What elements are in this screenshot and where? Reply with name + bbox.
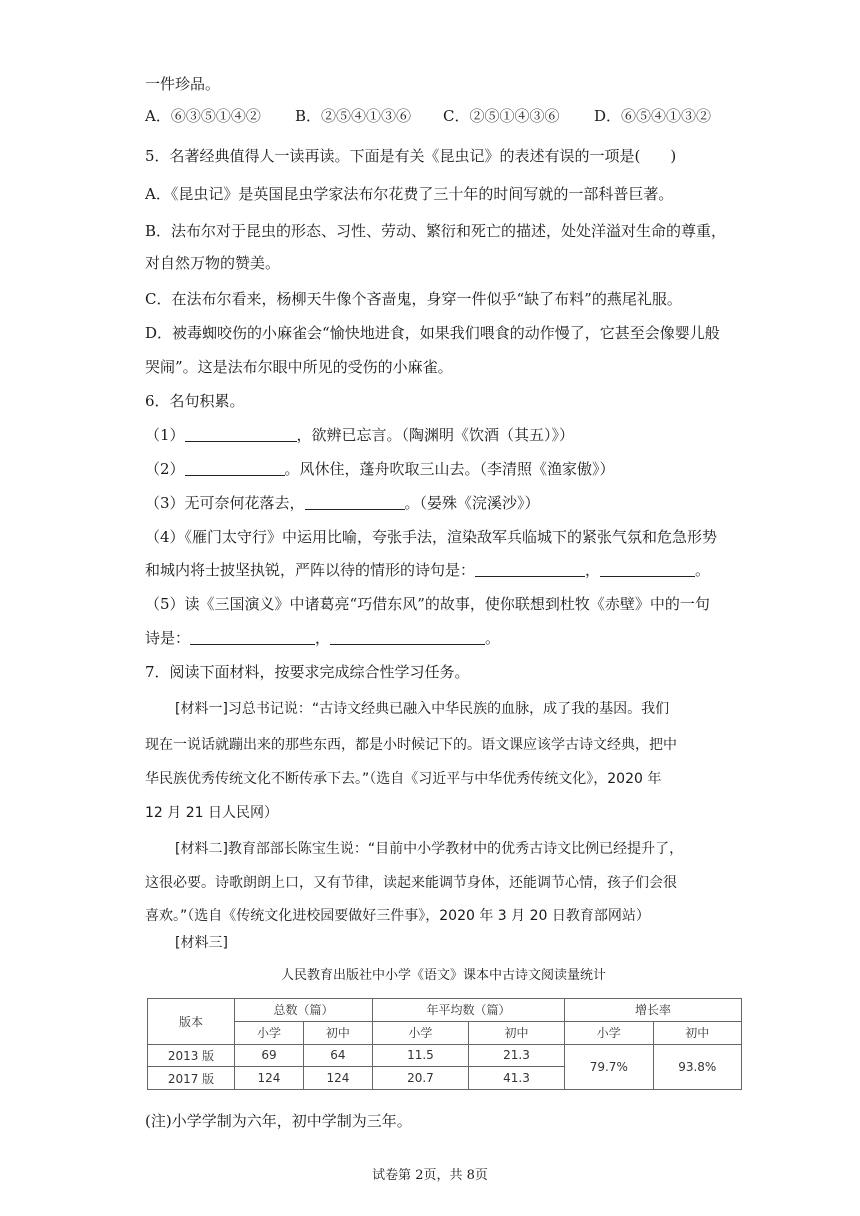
header-version: 版本 [148,999,235,1045]
subheader-cell: 初中 [303,1021,372,1044]
subheader-cell: 小学 [372,1021,468,1044]
table-cell: 124 [303,1067,372,1090]
material-2-line: 这很必要。诗歌朗朗上口，又有节律，读起来能调节身体，还能调节心情，孩子们会很 [145,875,677,891]
question-7: 7．阅读下面材料，按要求完成综合性学习任务。 [145,663,470,681]
q6-item-5-prompt: 诗是： [145,629,191,647]
header-average: 年平均数（篇） [372,999,564,1022]
q5-option-d: D．被毒蜘咬伤的小麻雀会“愉快地进食，如果我们喂食的动作慢了，它甚至会像婴儿般 [145,324,720,342]
table-header-row [148,999,742,1022]
period: 。 [485,629,501,647]
q5-option-b-cont: 对自然万物的赞美。 [145,254,281,272]
table-cell: 2013 版 [148,1044,235,1067]
q6-item-4-cont [145,559,710,581]
q6-item-5: （5）读《三国演义》中诸葛亮“巧借东风”的故事，使你联想到杜牧《赤壁》中的一句 [145,595,710,613]
answer-blank[interactable] [600,560,695,577]
question-5: 5．名著经典值得人一读再读。下面是有关《昆虫记》的表述有误的一项是( ) [145,147,677,165]
comma: ， [315,629,331,647]
table-cell: 69 [235,1044,304,1067]
q6-item-1-label: （1） [145,426,185,444]
table-cell: 41.3 [468,1067,564,1090]
growth-middle: 93.8% [653,1044,742,1090]
subheader-cell: 初中 [468,1021,564,1044]
q6-item-5-cont [145,627,500,649]
q6-item-4: （4）《雁门太守行》中运用比喻，夸张手法，渲染敌军兵临城下的紧张气氛和危急形势 [145,528,718,546]
table-cell: 64 [303,1044,372,1067]
header-growth: 增长率 [565,999,742,1022]
material-2-line: 喜欢。”（选自《传统文化进校园要做好三件事》，2020 年 3 月 20 日教育部网站） [145,908,650,924]
table-cell: 20.7 [372,1067,468,1090]
table-cell: 124 [235,1067,304,1090]
q6-item-1 [145,424,574,446]
answer-options [145,105,745,127]
q5-option-c: C．在法布尔看来，杨柳天牛像个吝啬鬼，身穿一件似乎“缺了布料”的燕尾礼服。 [145,290,682,308]
material-3-label: [材料三] [175,935,228,951]
table-cell: 11.5 [372,1044,468,1067]
option-c: C．②⑤①④③⑥ [443,107,560,125]
answer-blank[interactable] [190,628,315,645]
subheader-cell: 小学 [235,1021,304,1044]
answer-blank[interactable] [305,493,405,510]
q6-item-1-text: ，欲辨已忘言。（陶渊明《饮酒（其五）》） [296,426,575,444]
comma: ， [585,561,601,579]
answer-blank[interactable] [475,560,585,577]
q6-item-2-text: 。风休住，蓬舟吹取三山去。（李清照《渔家傲》） [284,460,615,478]
growth-primary: 79.7% [565,1044,653,1090]
material-1-line: [材料一]习总书记说：“古诗文经典已融入中华民族的血脉，成了我的基因。我们 [175,701,670,717]
q5-option-b: B．法布尔对于昆虫的形态、习性、劳动、繁衍和死亡的描述，处处洋溢对生命的尊重， [145,222,727,240]
reading-stats-table [147,998,742,1090]
q5-option-a: A．《昆虫记》是英国昆虫学家法布尔花费了三十年的时间写就的一部科普巨著。 [145,185,674,203]
q5-option-d-cont: 哭闹”。这是法布尔眼中所见的受伤的小麻雀。 [145,358,453,376]
header-total: 总数（篇） [235,999,373,1022]
option-b: B．②⑤④①③⑥ [295,107,412,125]
table-subheader-row [148,1021,742,1044]
table-cell: 21.3 [468,1044,564,1067]
q6-item-3-source: 。（晏殊《浣溪沙》） [404,494,540,512]
answer-blank[interactable] [330,628,485,645]
material-1-line: 12 月 21 日人民网） [145,805,278,821]
material-2-line: [材料二]教育部部长陈宝生说：“目前中小学教材中的优秀古诗文比例已经提升了， [175,841,684,857]
table-note: (注)小学学制为六年，初中学制为三年。 [145,1112,412,1130]
q6-item-2 [145,458,615,480]
answer-blank[interactable] [185,425,297,442]
question-6: 6．名句积累。 [145,392,245,410]
q6-item-4-prompt: 和城内将士披坚执锐，严阵以待的情形的诗句是： [145,561,476,579]
subheader-cell: 初中 [653,1021,742,1044]
period: 。 [695,561,711,579]
question-text-line: 一件珍品。 [145,75,221,93]
q6-item-2-label: （2） [145,460,185,478]
option-a: A．⑥③⑤①④② [145,107,261,125]
answer-blank[interactable] [185,459,285,476]
table-cell: 2017 版 [148,1067,235,1090]
table-row [148,1044,742,1067]
material-1-line: 华民族优秀传统文化不断传承下去。”（选自《习近平与中华优秀传统文化》，2020 年 [145,771,662,787]
q6-item-3 [145,492,540,514]
material-1-line: 现在一说话就蹦出来的那些东西，都是小时候记下的。语文课应该学古诗文经典，把中 [145,737,677,753]
option-d: D．⑥⑤④①③② [594,107,712,125]
subheader-cell: 小学 [565,1021,653,1044]
q6-item-3-text: （3）无可奈何花落去， [145,494,305,512]
table-caption: 人民教育出版社中小学《语文》课本中古诗文阅读量统计 [280,968,606,983]
page-footer: 试卷第 2页，共 8页 [372,1168,488,1183]
